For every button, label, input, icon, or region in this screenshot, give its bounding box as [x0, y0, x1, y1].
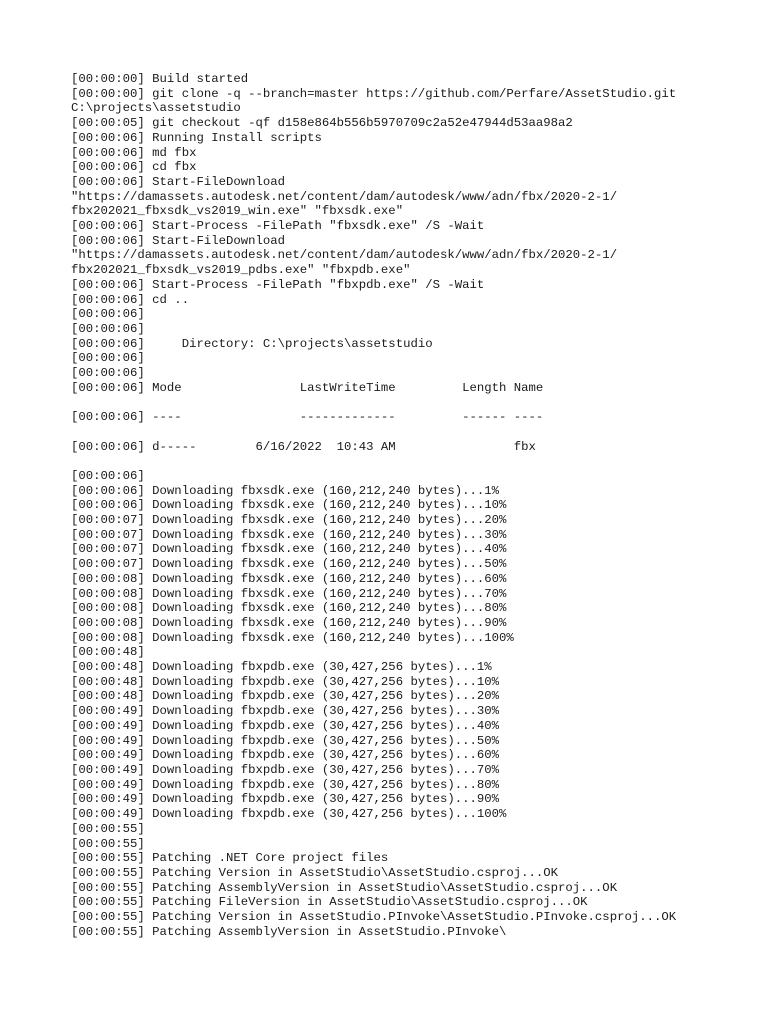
log-line: [00:00:55] Patching AssemblyVersion in AssetStudio\AssetStudio.csproj...OK [71, 880, 618, 895]
log-line: [00:00:06] Start-FileDownload [71, 174, 286, 189]
log-line: [00:00:06] Directory: C:\projects\assetstudio [71, 336, 433, 351]
log-line: [00:00:06] Mode LastWriteTime Length Name [71, 380, 544, 395]
log-line: [00:00:06] [71, 366, 145, 381]
log-line: [00:00:07] Downloading fbxsdk.exe (160,212,240 bytes)...30% [71, 527, 507, 542]
log-line: [00:00:55] Patching Version in AssetStudio.PInvoke\AssetStudio.PInvoke.csproj...OK [71, 910, 677, 925]
log-line: [00:00:55] Patching Version in AssetStudio\AssetStudio.csproj...OK [71, 865, 559, 880]
log-line: [00:00:00] Build started [71, 72, 249, 86]
log-line: [00:00:08] Downloading fbxsdk.exe (160,212,240 bytes)...100% [71, 630, 514, 645]
log-line: [00:00:49] Downloading fbxpdb.exe (30,427,256 bytes)...30% [71, 704, 500, 719]
log-line: [00:00:06] Running Install scripts [71, 130, 322, 145]
log-line: [00:00:06] Start-Process -FilePath "fbxsdk.exe" /S -Wait [71, 219, 485, 234]
log-line: [00:00:48] Downloading fbxpdb.exe (30,427,256 bytes)...10% [71, 674, 500, 689]
log-line: [00:00:06] cd fbx [71, 160, 197, 175]
log-line: [00:00:49] Downloading fbxpdb.exe (30,427,256 bytes)...80% [71, 777, 500, 792]
log-line: [00:00:55] Patching AssemblyVersion in AssetStudio.PInvoke\ [71, 924, 507, 939]
log-line: [00:00:06] Downloading fbxsdk.exe (160,212,240 bytes)...10% [71, 498, 507, 513]
log-line [71, 425, 761, 440]
log-line: [00:00:49] Downloading fbxpdb.exe (30,427,256 bytes)...70% [71, 763, 500, 777]
log-line: [00:00:06] [71, 468, 145, 483]
log-line: [00:00:08] Downloading fbxsdk.exe (160,212,240 bytes)...60% [71, 571, 507, 586]
log-line: [00:00:06] Start-FileDownload [71, 233, 286, 248]
log-line: [00:00:06] cd .. [71, 292, 190, 307]
log-line: [00:00:06] [71, 321, 145, 336]
build-log [71, 72, 761, 939]
log-line: [00:00:06] Downloading fbxsdk.exe (160,212,240 bytes)...1% [71, 483, 500, 498]
log-line: [00:00:00] git clone -q --branch=master https://github.com/Perfare/AssetStudio.git [71, 86, 677, 101]
log-line: fbx202021_fbxsdk_vs2019_win.exe" "fbxsdk.exe" [71, 204, 404, 219]
log-line: "https://damassets.autodesk.net/content/dam/autodesk/www/adn/fbx/2020-2-1/ [71, 189, 618, 204]
log-line: [00:00:49] Downloading fbxpdb.exe (30,427,256 bytes)...40% [71, 718, 500, 733]
log-line: [00:00:55] Patching FileVersion in AssetStudio\AssetStudio.csproj...OK [71, 895, 588, 910]
log-line [71, 454, 761, 469]
log-line: [00:00:06] md fbx [71, 145, 197, 160]
log-line: [00:00:49] Downloading fbxpdb.exe (30,427,256 bytes)...90% [71, 792, 500, 807]
log-line: [00:00:55] Patching .NET Core project files [71, 851, 389, 866]
log-line: [00:00:08] Downloading fbxsdk.exe (160,212,240 bytes)...70% [71, 586, 507, 601]
log-line: [00:00:08] Downloading fbxsdk.exe (160,212,240 bytes)...90% [71, 615, 507, 630]
log-line: fbx202021_fbxsdk_vs2019_pdbs.exe" "fbxpdb.exe" [71, 263, 411, 278]
log-line: [00:00:49] Downloading fbxpdb.exe (30,427,256 bytes)...100% [71, 807, 507, 822]
log-line: [00:00:06] ---- ------------- ------ ---- [71, 410, 544, 425]
log-line: [00:00:49] Downloading fbxpdb.exe (30,427,256 bytes)...50% [71, 733, 500, 748]
log-line: [00:00:07] Downloading fbxsdk.exe (160,212,240 bytes)...40% [71, 542, 507, 557]
log-line: [00:00:06] [71, 351, 145, 366]
log-line: [00:00:05] git checkout -qf d158e864b556b5970709c2a52e47944d53aa98a2 [71, 116, 573, 131]
log-line: [00:00:06] d----- 6/16/2022 10:43 AM fbx [71, 439, 536, 454]
log-line [71, 395, 761, 410]
log-line: [00:00:07] Downloading fbxsdk.exe (160,212,240 bytes)...20% [71, 513, 507, 528]
log-line: [00:00:07] Downloading fbxsdk.exe (160,212,240 bytes)...50% [71, 557, 507, 572]
log-line: C:\projects\assetstudio [71, 101, 241, 116]
log-line: [00:00:48] Downloading fbxpdb.exe (30,427,256 bytes)...1% [71, 660, 492, 675]
log-line: [00:00:49] Downloading fbxpdb.exe (30,427,256 bytes)...60% [71, 748, 500, 763]
log-line: [00:00:48] [71, 645, 145, 660]
log-line: [00:00:55] [71, 821, 145, 836]
log-line: [00:00:55] [71, 836, 145, 851]
log-line: [00:00:06] Start-Process -FilePath "fbxpdb.exe" /S -Wait [71, 277, 485, 292]
log-line: [00:00:06] [71, 307, 145, 322]
log-line: [00:00:08] Downloading fbxsdk.exe (160,212,240 bytes)...80% [71, 601, 507, 616]
document-page [71, 72, 761, 939]
log-line: [00:00:48] Downloading fbxpdb.exe (30,427,256 bytes)...20% [71, 689, 500, 704]
log-line: "https://damassets.autodesk.net/content/dam/autodesk/www/adn/fbx/2020-2-1/ [71, 248, 618, 263]
